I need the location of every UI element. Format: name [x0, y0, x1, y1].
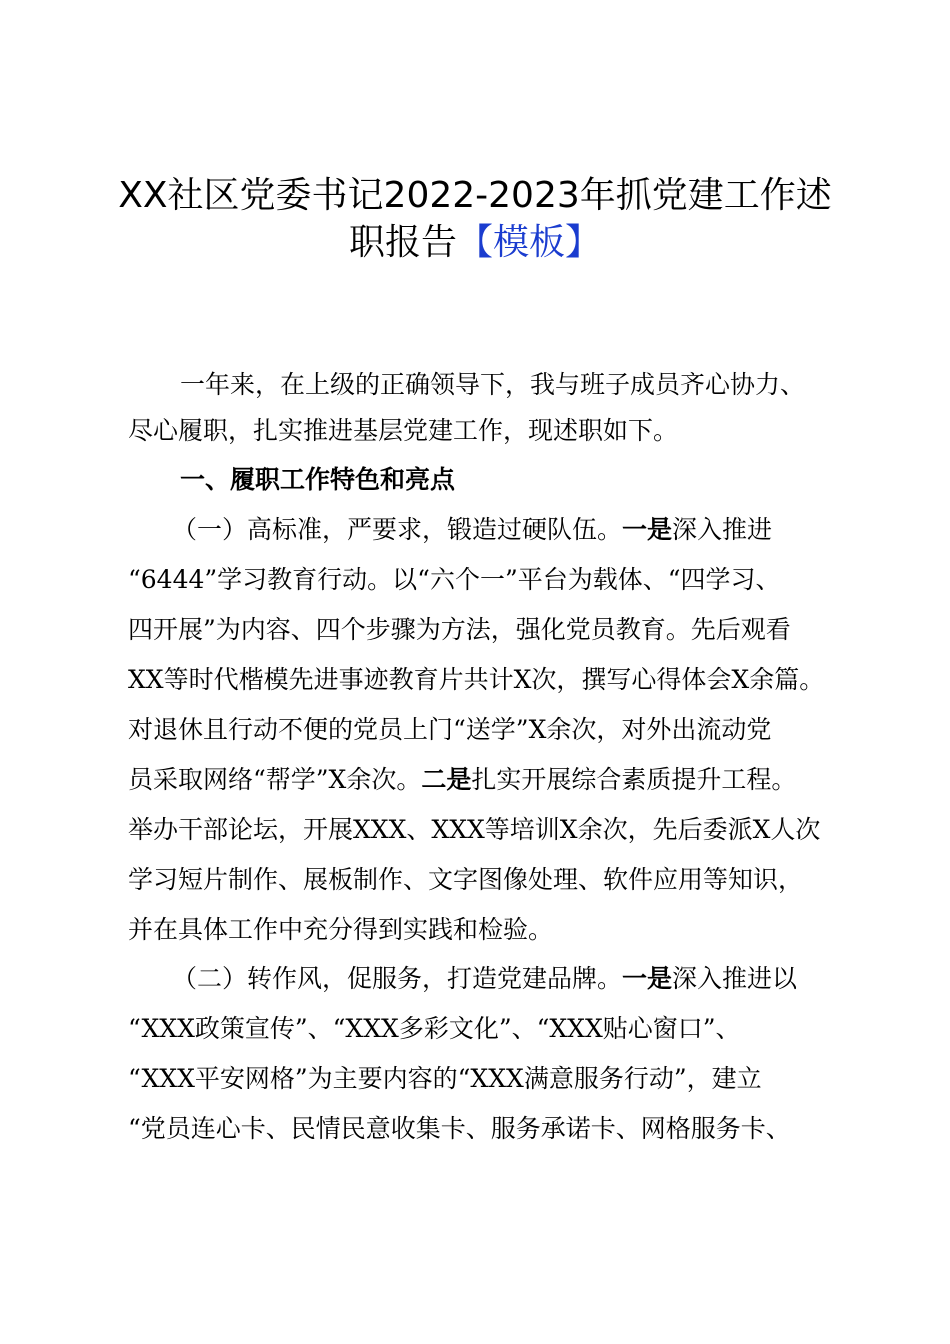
para1-line-8: 学习短片制作、展板制作、文字图像处理、软件应用等知识，	[128, 865, 804, 894]
intro-line-1: 一年来，在上级的正确领导下，我与班子成员齐心协力、	[180, 370, 806, 399]
para1-line-1	[172, 517, 892, 542]
title-template-tag: 【模板】	[457, 222, 602, 263]
title-text-1: XX社区党委书记2022-2023年抓党建工作述	[118, 175, 832, 216]
para1-line-2: “6444”学习教育行动。以“六个一”平台为载体、“四学习、	[128, 565, 781, 594]
intro-line-2: 尽心履职，扎实推进基层党建工作，现述职如下。	[128, 416, 679, 445]
para1-line-6	[128, 767, 848, 792]
para1-line-5: 对退休且行动不便的党员上门“送学”X余次，对外出流动党	[128, 715, 772, 744]
para2-line-4: “党员连心卡、民情民意收集卡、服务承诺卡、网格服务卡、	[128, 1114, 791, 1143]
para1-line-4: XX等时代楷模先进事迹教育片共计X次，撰写心得体会X余篇。	[128, 665, 825, 694]
para1-line-3: 四开展”为内容、四个步骤为方法，强化党员教育。先后观看	[128, 615, 791, 644]
para2-line-2: “XXX政策宣传”、“XXX多彩文化”、“XXX贴心窗口”、	[128, 1014, 741, 1043]
para1-text-1: 深入推进	[672, 515, 773, 544]
para1-marker-1: 一是	[622, 515, 673, 544]
para2-line-3: “XXX平安网格”为主要内容的“XXX满意服务行动”，建立	[128, 1064, 762, 1093]
para1-subheading: （一）高标准，严要求，锻造过硬队伍。	[172, 515, 623, 544]
title-text-2: 职报告	[348, 222, 457, 263]
para1-marker-2: 二是	[421, 765, 472, 794]
para1-text-6c: 扎实开展综合素质提升工程。	[471, 765, 797, 794]
para1-text-6a: 员采取网络“帮学”X余次。	[128, 765, 422, 794]
para1-line-9: 并在具体工作中充分得到实践和检验。	[128, 915, 554, 944]
para2-subheading: （二）转作风，促服务，打造党建品牌。	[172, 964, 623, 993]
document-title-line-1	[60, 175, 890, 216]
para2-line-1	[172, 966, 892, 991]
para1-line-7: 举办干部论坛，开展XXX、XXX等培训X余次，先后委派X人次	[128, 815, 821, 844]
para2-text-1: 深入推进以	[672, 964, 798, 993]
section-heading-1: 一、履职工作特色和亮点	[180, 465, 456, 494]
document-title-line-2	[60, 222, 890, 263]
para2-marker-1: 一是	[622, 964, 673, 993]
